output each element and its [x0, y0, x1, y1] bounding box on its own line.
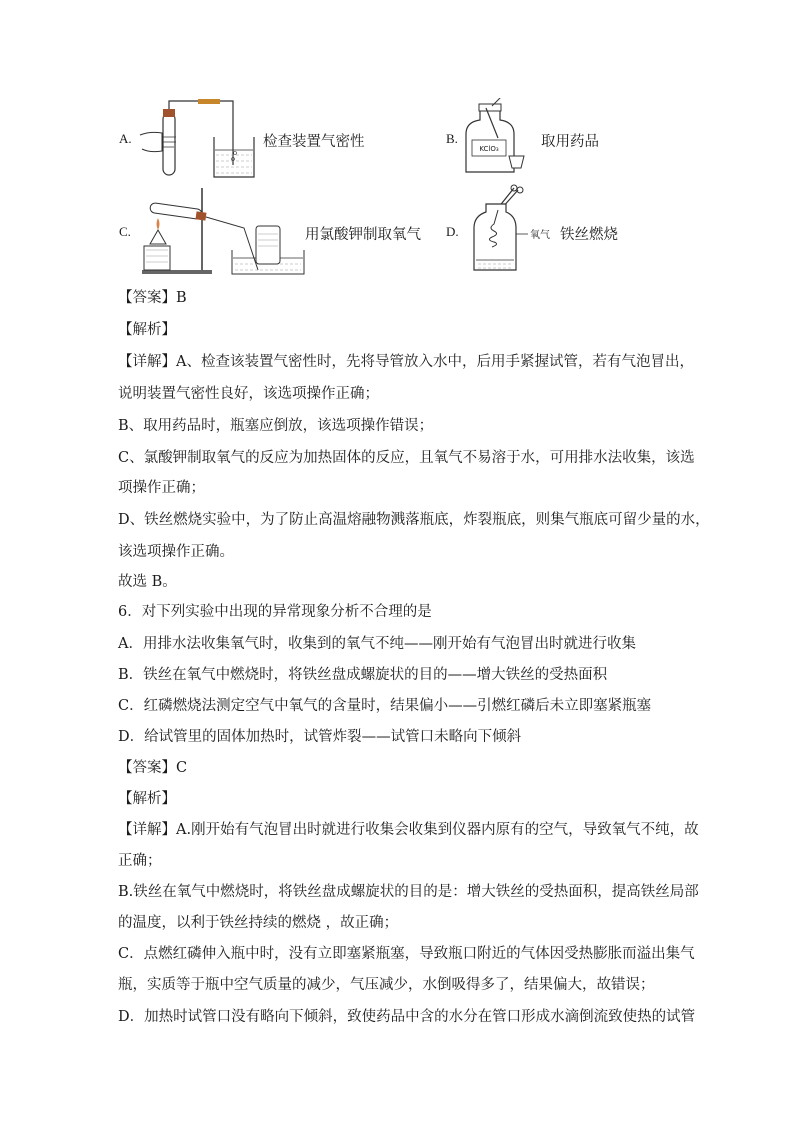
q5-analysis-line: B、取用药品时，瓶塞应倒放，该选项操作错误； — [118, 418, 434, 434]
q6-analysis-line: B.铁丝在氧气中燃烧时，将铁丝盘成螺旋状的目的是：增大铁丝的受热面积，提高铁丝局部 — [118, 884, 699, 900]
q5-analysis-line: 该选项操作正确。 — [118, 544, 234, 560]
airtightness-check-figure — [138, 95, 258, 180]
option-b-caption: 取用药品 — [541, 134, 599, 150]
q5-analysis-line: 项操作正确； — [118, 480, 205, 496]
iron-wire-burning-figure — [462, 184, 554, 276]
q6-analysis-heading: 【解析】 — [118, 791, 176, 807]
kclo3-bottle-label: KClO₃ — [479, 145, 499, 153]
take-reagent-figure — [462, 98, 532, 178]
option-c-caption: 用氯酸钾制取氧气 — [305, 227, 421, 243]
option-b-letter: B. — [446, 131, 458, 146]
q6-analysis-line: D．加热时试管口没有略向下倾斜，致使药品中含的水分在管口形成水滴倒流致使热的试管 — [118, 1009, 696, 1025]
q5-analysis-line: C、氯酸钾制取氧气的反应为加热固体的反应，且氧气不易溶于水，可用排水法收集，该选 — [118, 450, 695, 466]
q6-option: D．给试管里的固体加热时，试管炸裂——试管口未略向下倾斜 — [118, 729, 522, 745]
q5-answer: 【答案】B — [118, 290, 187, 306]
q6-option: C．红磷燃烧法测定空气中氧气的含量时，结果偏小——引燃红磷后未立即塞紧瓶塞 — [118, 698, 652, 714]
oxygen-label: 氧气 — [530, 230, 550, 241]
option-d-letter: D. — [446, 224, 459, 239]
q6-analysis-line: 【详解】A.刚开始有气泡冒出时就进行收集会收集到仪器内原有的空气，导致氧气不纯，故 — [118, 822, 699, 838]
q6-option: A．用排水法收集氧气时，收集到的氧气不纯——刚开始有气泡冒出时就进行收集 — [118, 636, 636, 652]
q5-analysis-heading: 【解析】 — [118, 322, 176, 338]
kclo3-oxygen-apparatus-figure — [140, 186, 305, 278]
option-d-caption: 铁丝燃烧 — [560, 227, 618, 243]
q6-analysis-line: C．点燃红磷伸入瓶中时，没有立即塞紧瓶塞，导致瓶口附近的气体因受热膨胀而溢出集气 — [118, 946, 695, 962]
q6-analysis-line: 正确； — [118, 853, 162, 869]
q5-analysis-line: 【详解】A、检查该装置气密性时，先将导管放入水中，后用手紧握试管，若有气泡冒出， — [118, 354, 694, 370]
q6-question: 6．对下列实验中出现的异常现象分析不合理的是 — [118, 604, 432, 620]
option-c-letter: C. — [119, 224, 131, 239]
option-a-caption: 检查装置气密性 — [263, 134, 365, 150]
q6-option: B．铁丝在氧气中燃烧时，将铁丝盘成螺旋状的目的——增大铁丝的受热面积 — [118, 667, 608, 683]
q6-answer: 【答案】C — [118, 760, 188, 776]
q5-conclusion: 故选 B。 — [118, 574, 177, 590]
q6-analysis-line: 的温度，以利于铁丝持续的燃烧 ，故正确； — [118, 915, 399, 931]
q5-analysis-line: D、铁丝燃烧实验中，为了防止高温熔融物溅落瓶底，炸裂瓶底，则集气瓶底可留少量的水， — [118, 512, 710, 528]
option-a-letter: A. — [119, 131, 132, 146]
q6-analysis-line: 瓶，实质等于瓶中空气质量的减少，气压减少，水倒吸得多了，结果偏大，故错误； — [118, 977, 655, 993]
q5-analysis-line: 说明装置气密性良好，该选项操作正确； — [118, 386, 379, 402]
